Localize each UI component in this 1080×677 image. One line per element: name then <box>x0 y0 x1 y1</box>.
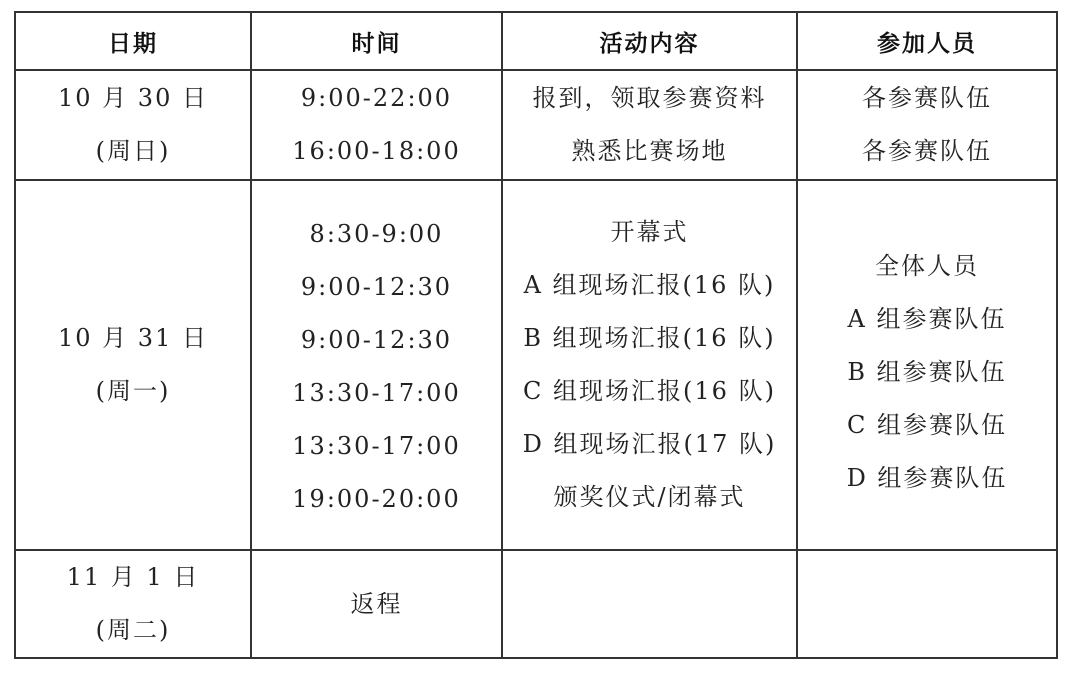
time-text: 13:30-17:00 <box>292 432 461 460</box>
header-date: 日期 <box>15 12 251 70</box>
weekday-text: (周一) <box>95 377 171 405</box>
activity-text: 报到，领取参赛资料 <box>532 84 767 112</box>
date-text: 10 月 31 日 <box>58 324 208 352</box>
time-cell <box>251 550 502 658</box>
header-participants: 参加人员 <box>797 12 1057 70</box>
activity-text: D 组现场汇报(17 队) <box>522 430 777 458</box>
table-header-row <box>15 12 1057 70</box>
time-text: 19:00-20:00 <box>292 485 461 513</box>
time-cell <box>251 180 502 550</box>
activity-text: B 组现场汇报(16 队) <box>523 324 776 352</box>
table-row <box>15 550 1057 658</box>
time-text: 16:00-18:00 <box>292 137 461 165</box>
time-text: 9:00-12:30 <box>300 326 453 354</box>
participants-text: 各参赛队伍 <box>862 137 992 165</box>
participants-text: 各参赛队伍 <box>862 84 992 112</box>
activity-text: A 组现场汇报(16 队) <box>523 271 776 299</box>
participants-text: A 组参赛队伍 <box>847 304 1007 333</box>
participants-cell-empty <box>797 550 1057 658</box>
time-text: 9:00-22:00 <box>300 84 453 112</box>
participants-text: C 组参赛队伍 <box>847 410 1007 439</box>
participants-cell <box>797 180 1057 550</box>
date-text: 11 月 1 日 <box>66 563 200 591</box>
date-cell <box>15 550 251 658</box>
date-text: 10 月 30 日 <box>58 84 208 112</box>
time-text: 返程 <box>350 589 403 618</box>
activity-text: C 组现场汇报(16 队) <box>523 377 776 405</box>
table-row <box>15 70 1057 180</box>
weekday-text: (周二) <box>95 616 171 644</box>
activity-text: 熟悉比赛场地 <box>571 137 728 165</box>
activity-cell <box>502 70 797 180</box>
activity-cell <box>502 180 797 550</box>
activity-text: 颁奖仪式/闭幕式 <box>553 483 746 511</box>
weekday-text: (周日) <box>95 137 171 165</box>
time-cell <box>251 70 502 180</box>
date-cell <box>15 70 251 180</box>
participants-text: D 组参赛队伍 <box>846 463 1008 492</box>
time-text: 8:30-9:00 <box>309 220 444 248</box>
activity-cell-empty <box>502 550 797 658</box>
table-row <box>15 180 1057 550</box>
activity-text: 开幕式 <box>610 218 689 246</box>
time-text: 9:00-12:30 <box>300 273 453 301</box>
header-activity: 活动内容 <box>502 12 797 70</box>
participants-cell <box>797 70 1057 180</box>
header-time: 时间 <box>251 12 502 70</box>
date-cell <box>15 180 251 550</box>
participants-text: 全体人员 <box>875 251 979 280</box>
schedule-table <box>14 11 1058 659</box>
time-text: 13:30-17:00 <box>292 379 461 407</box>
participants-text: B 组参赛队伍 <box>847 357 1007 386</box>
